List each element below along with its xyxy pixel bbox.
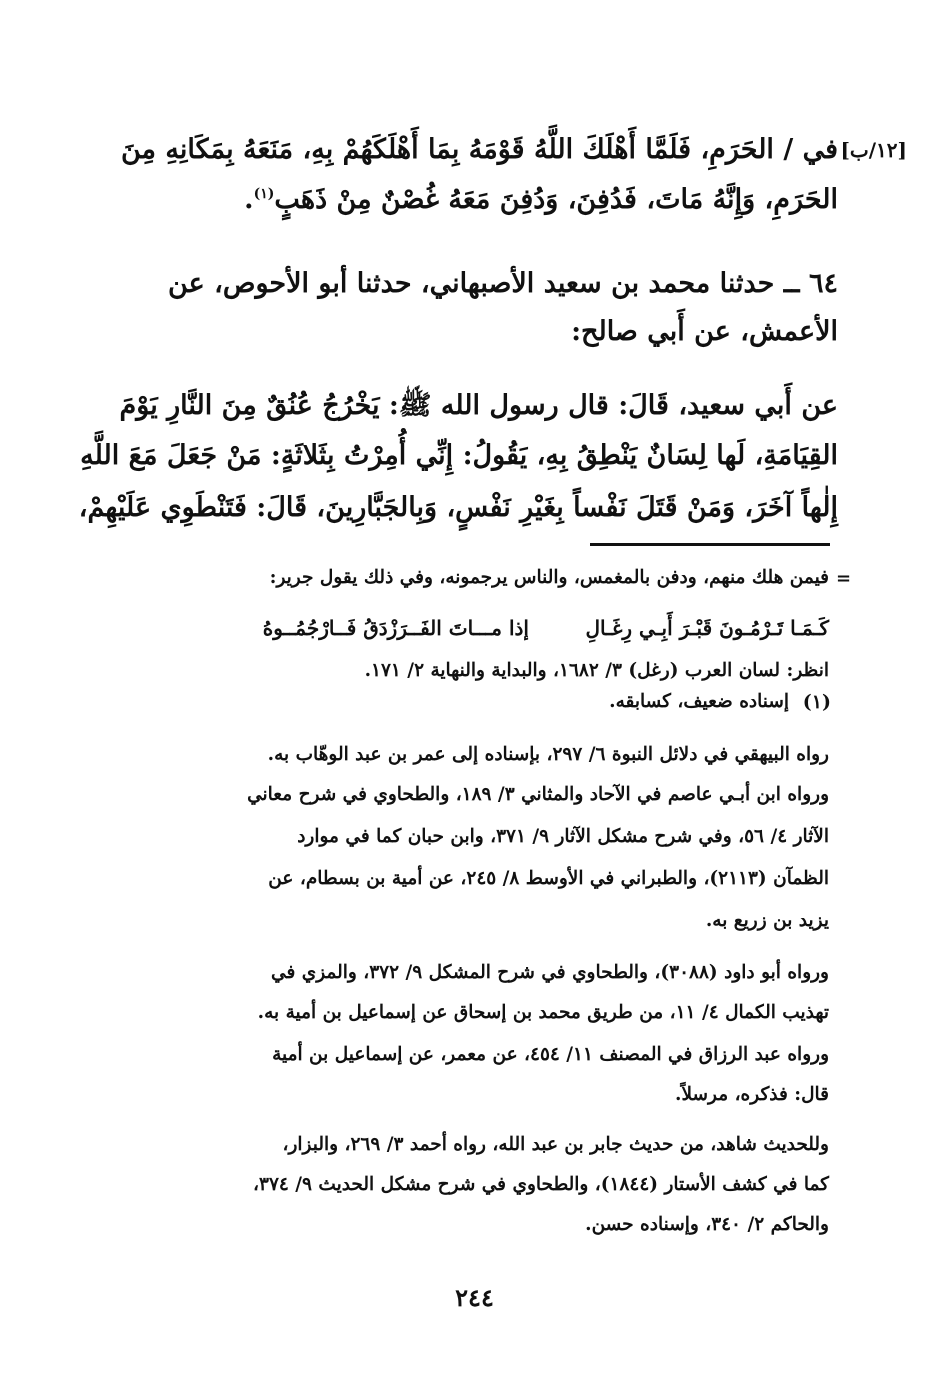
footnote-line: قال: فذكره، مرسلاً. xyxy=(675,1084,829,1105)
footnote-line: يزيد بن زريع به. xyxy=(705,910,829,931)
footnote-number: (١) xyxy=(802,691,831,713)
footnote-line: والحاكم ٢/ ٣٤٠، وإسناده حسن. xyxy=(585,1214,829,1235)
footnote-line: رواه البيهقي في دلائل النبوة ٦/ ٢٩٧، بإسناده إلى عمر بن عبد الوهّاب به. xyxy=(267,744,829,765)
footnote-line: كما في كشف الأستار (١٨٤٤)، والطحاوي في شرح مشكل الحديث ٩/ ٣٧٤، xyxy=(253,1174,829,1195)
page-number: ٢٤٤ xyxy=(455,1283,494,1312)
footnote-line: انظر: لسان العرب (رغل) ٣/ ١٦٨٢، والبداية والنهاية ٢/ ١٧١. xyxy=(364,660,829,681)
hadith-matn-line: القِيَامَةِ، لَها لِسَانٌ يَنْطِقُ بِهِ، يَقُولُ: إِنِّي أُمِرْتُ بِثَلاثَةٍ: مَنْ جَعَلَ مَعَ اللَّهِ xyxy=(80,440,838,471)
footnote-line: ورواه أبو داود (٣٠٨٨)، والطحاوي في شرح المشكل ٩/ ٣٧٢، والمزي في xyxy=(271,962,829,983)
footnote-line: الآثار ٤/ ٥٦، وفي شرح مشكل الآثار ٩/ ٣٧١، وابن حبان كما في موارد xyxy=(297,826,829,847)
hadith-isnad-line: ٦٤ ــ حدثنا محمد بن سعيد الأصبهاني، حدثنا أبو الأحوص، عن xyxy=(168,268,838,299)
footnote-line: إسناده ضعيف، كسابقه. xyxy=(609,691,789,712)
footnote-separator xyxy=(590,543,830,546)
folio-marker: [١٢/ب] xyxy=(840,138,907,162)
hadith-isnad-line: الأعمش، عن أَبي صالح: xyxy=(571,316,838,347)
footnote-line: وللحديث شاهد، من حديث جابر بن عبد الله، رواه أحمد ٣/ ٢٦٩، والبزار، xyxy=(282,1134,829,1155)
main-line: الحَرَمِ، وَإِنَّهُ مَاتَ، فَدُفِنَ، وَدُفِنَ مَعَهُ غُصْنٌ مِنْ ذَهَبٍ$^{(١)}$. xyxy=(244,184,838,215)
footnote-line: فيمن هلك منهم، ودفن بالمغمس، والناس يرجمونه، وفي ذلك يقول جرير: xyxy=(269,567,829,588)
footnote-ref: (١) xyxy=(253,186,275,202)
footnote-line: ورواه ابن أبـي عاصم في الآحاد والمثاني ٣/ ١٨٩، والطحاوي في شرح معاني xyxy=(247,784,829,805)
hadith-matn-line: عن أَبي سعيد، قَالَ: قال رسول الله ﷺ: يَخْرُجُ عُنُقٌ مِنَ النَّارِ يَوْمَ xyxy=(119,390,838,421)
hadith-matn-line: إِلٰهاً آخَرَ، وَمَنْ قَتَلَ نَفْساً بِغَيْرِ نَفْسٍ، وَبِالجَبَّارِينَ، قَالَ: فَتَنْطَوِي عَلَيْهِمْ، xyxy=(78,492,838,523)
verse-hemistich-second: كَـمَـا تَـرْمُـونَ قَبْـرَ أَبِـي رِغَـالِ xyxy=(585,616,829,640)
main-line-text: الحَرَمِ، وَإِنَّهُ مَاتَ، فَدُفِنَ، وَدُفِنَ مَعَهُ غُصْنٌ مِنْ ذَهَبٍ xyxy=(274,184,838,215)
footnote-line: تهذيب الكمال ٤/ ١١، من طريق محمد بن إسحاق عن إسماعيل بن أمية به. xyxy=(257,1002,829,1023)
footnote-line: ورواه عبد الرزاق في المصنف ١١/ ٤٥٤، عن معمر، عن إسماعيل بن أمية xyxy=(272,1044,829,1065)
main-line: في / الحَرَمِ، فَلَمَّا أَهْلَكَ اللَّهُ قَوْمَهُ بِمَا أَهْلَكَهُمْ بِهِ، مَنَعَهُ بِمَكَانِهِ مِنَ xyxy=(120,134,838,165)
verse-hemistich-first: إذا مـــاتَ الفَــرَزْدَقُ فَــارْجُمُــوهُ xyxy=(262,616,529,640)
footnote-line: الظمآن (٢١١٣)، والطبراني في الأوسط ٨/ ٢٤٥، عن أمية بن بسطام، عن xyxy=(268,868,829,889)
continuation-marker: = xyxy=(836,568,852,589)
